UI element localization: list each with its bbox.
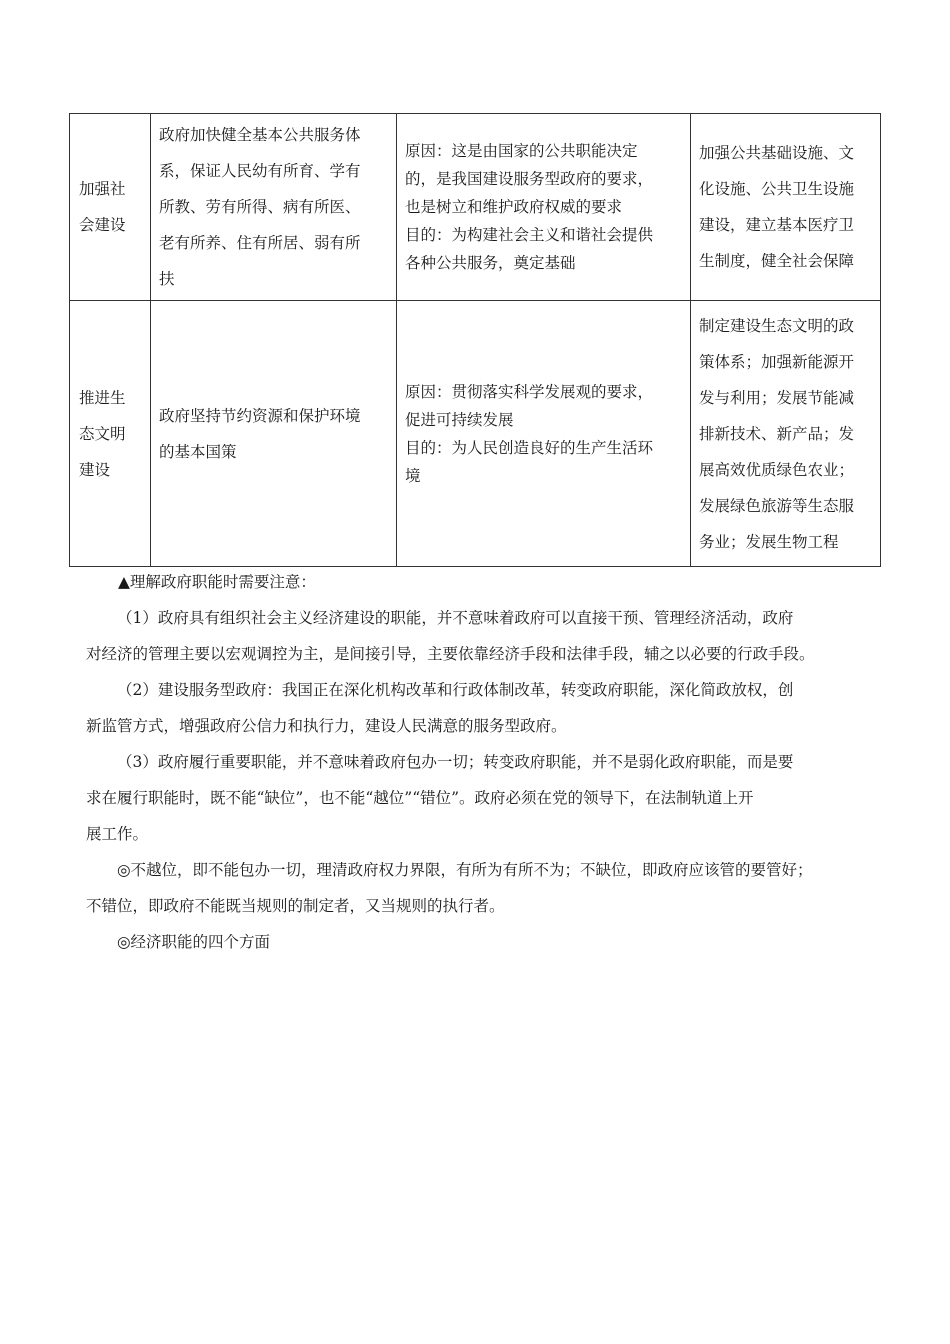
cell-line: 所教、劳有所得、病有所医、: [159, 198, 361, 216]
area-cell: [70, 114, 151, 301]
cell-line: 目的：为人民创造良好的生产生活环: [405, 438, 654, 457]
reason-cell: [397, 114, 691, 301]
government-functions-table: [69, 113, 881, 567]
cell-line: 政府加快健全基本公共服务体: [159, 126, 361, 144]
paragraph-line: 展工作。: [86, 825, 149, 843]
paragraph-line: ◎不越位，即不能包办一切，理清政府权力界限，有所为有所不为；不缺位，即政府应该管的要管好；: [117, 861, 813, 879]
paragraph-line: （1）政府具有组织社会主义经济建设的职能，并不意味着政府可以直接干预、管理经济活动，政府: [117, 609, 794, 627]
cell-line: 也是树立和维护政府权威的要求: [405, 198, 623, 216]
paragraph-line: 新监管方式，增强政府公信力和执行力，建设人民满意的服务型政府。: [86, 717, 567, 735]
table-row: [70, 114, 881, 301]
cell-line: 加强公共基础设施、文: [699, 144, 855, 162]
area-cell: [70, 301, 151, 567]
cell-line: 扶: [159, 270, 175, 288]
cell-line: 生制度，健全社会保障: [699, 252, 855, 270]
cell-line: 策体系；加强新能源开: [699, 352, 855, 371]
cell-line: 制定建设生态文明的政: [699, 316, 855, 335]
cell-line: 展高效优质绿色农业；: [699, 460, 855, 479]
measure-cell: [151, 114, 397, 301]
table-row: [70, 301, 881, 567]
cell-line: 会建设: [79, 216, 126, 234]
paragraph-line: 不错位，即政府不能既当规则的制定者，又当规则的执行者。: [86, 897, 505, 915]
cell-line: 的基本国策: [159, 442, 237, 461]
cell-line: 系，保证人民幼有所育、学有: [159, 162, 361, 180]
cell-line: 建设，建立基本医疗卫: [699, 216, 855, 234]
paragraph-line: （3）政府履行重要职能，并不意味着政府包办一切；转变政府职能，并不是弱化政府职能，而是要: [117, 753, 794, 771]
paragraph-line: （2）建设服务型政府：我国正在深化机构改革和行政体制改革，转变政府职能，深化简政放权，创: [117, 681, 794, 699]
paragraph-line: 求在履行职能时，既不能“缺位”，也不能“越位”“错位”。政府必须在党的领导下，在法制轨道上开: [86, 789, 754, 807]
cell-line: 态文明: [79, 424, 126, 443]
action-cell: [691, 114, 881, 301]
action-cell: [691, 301, 881, 567]
cell-line: 发展绿色旅游等生态服: [699, 496, 855, 515]
cell-line: 加强社: [79, 180, 126, 198]
cell-line: 推进生: [79, 388, 126, 407]
notes-section: [86, 564, 876, 960]
cell-line: 原因：这是由国家的公共职能决定: [405, 142, 638, 160]
cell-line: 化设施、公共卫生设施: [699, 180, 855, 198]
cell-line: 政府坚持节约资源和保护环境: [159, 406, 361, 425]
cell-line: 老有所养、住有所居、弱有所: [159, 234, 361, 252]
cell-line: 境: [405, 466, 421, 485]
paragraph-line: ◎经济职能的四个方面: [117, 933, 271, 951]
notes-heading: ▲理解政府职能时需要注意：: [118, 573, 316, 591]
cell-line: 原因：贯彻落实科学发展观的要求，: [405, 382, 654, 401]
reason-cell: [397, 301, 691, 567]
cell-line: 务业；发展生物工程: [699, 532, 839, 551]
paragraph-line: 对经济的管理主要以宏观调控为主，是间接引导，主要依靠经济手段和法律手段，辅之以必要的行政手段。: [86, 645, 815, 663]
cell-line: 目的：为构建社会主义和谐社会提供: [405, 226, 654, 244]
cell-line: 各种公共服务，奠定基础: [405, 254, 576, 272]
cell-line: 发与利用；发展节能减: [699, 388, 855, 407]
cell-line: 建设: [79, 460, 111, 479]
cell-line: 促进可持续发展: [405, 410, 514, 429]
measure-cell: [151, 301, 397, 567]
cell-line: 排新技术、新产品；发: [699, 424, 855, 443]
cell-line: 的，是我国建设服务型政府的要求，: [405, 170, 654, 188]
